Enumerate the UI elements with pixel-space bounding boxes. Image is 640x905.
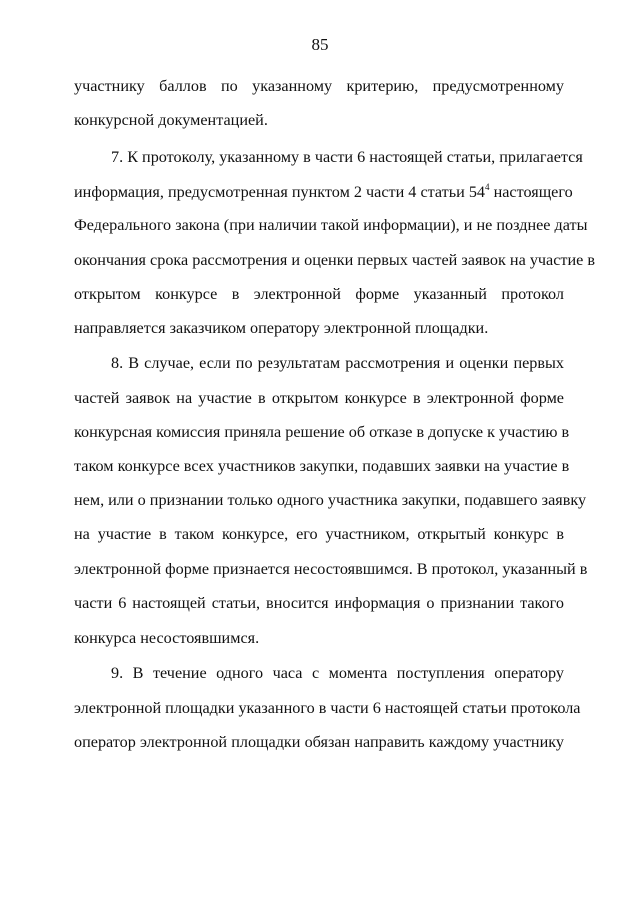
paragraph-line: таком конкурсе всех участников закупки, подавших заявки на участие в	[74, 457, 570, 475]
paragraph-line: открытом конкурсе в электронной форме указанный протокол	[74, 285, 564, 303]
page-number: 85	[311, 35, 329, 54]
paragraph-line	[74, 181, 573, 202]
paragraph-line: конкурсной документацией.	[74, 111, 268, 129]
paragraph-text: информация, предусмотренная пунктом 2 части 4 статьи 54	[74, 183, 486, 201]
paragraph-line: электронной форме признается несостоявшимся. В протокол, указанный в	[74, 560, 588, 578]
paragraph-line: направляется заказчиком оператору электронной площадки.	[74, 319, 489, 337]
paragraph-line: конкурса несостоявшимся.	[74, 629, 260, 647]
paragraph-line: Федерального закона (при наличии такой информации), и не позднее даты	[74, 216, 588, 234]
paragraph-line: конкурсная комиссия приняла решение об отказе в допуске к участию в	[74, 423, 570, 441]
paragraph-line: 8. В случае, если по результатам рассмотрения и оценки первых	[111, 354, 564, 372]
paragraph-line: окончания срока рассмотрения и оценки первых частей заявок на участие в	[74, 251, 596, 269]
paragraph-line: 9. В течение одного часа с момента поступления оператору	[111, 664, 564, 682]
paragraph-text: настоящего	[489, 183, 573, 201]
paragraph-line: на участие в таком конкурсе, его участником, открытый конкурс в	[74, 525, 564, 543]
paragraph-line: участнику баллов по указанному критерию, предусмотренному	[74, 77, 564, 95]
superscript: 4	[485, 181, 490, 192]
paragraph-line: электронной площадки указанного в части 6 настоящей статьи протокола	[74, 699, 581, 717]
paragraph-line: части 6 настоящей статьи, вносится информация о признании такого	[74, 594, 564, 612]
paragraph-line: частей заявок на участие в открытом конкурсе в электронной форме	[74, 389, 564, 407]
paragraph-line: 7. К протоколу, указанному в части 6 настоящей статьи, прилагается	[111, 148, 583, 166]
paragraph-line: оператор электронной площадки обязан направить каждому участнику	[74, 733, 564, 751]
paragraph-line: нем, или о признании только одного участника закупки, подавшего заявку	[74, 491, 587, 509]
